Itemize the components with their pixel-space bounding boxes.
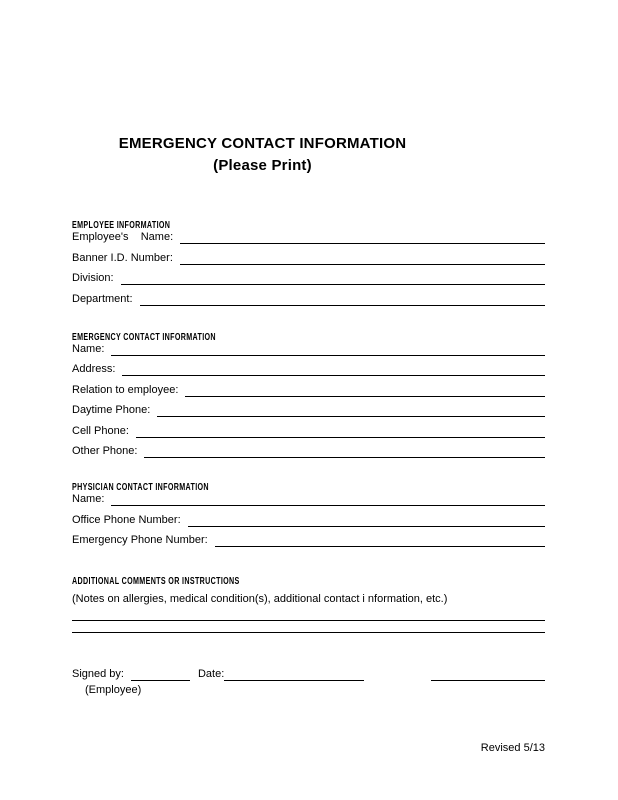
- emergency-contact-section-heading: EMERGENCY CONTACT INFORMATION: [72, 330, 216, 343]
- relation-label: Relation to employee:: [72, 383, 179, 396]
- field-row-relation: [72, 376, 545, 397]
- field-row-physician-name: [72, 494, 545, 506]
- comments-line-2[interactable]: [72, 621, 545, 633]
- field-row-address: [72, 356, 545, 377]
- field-row-daytime-phone: [72, 397, 545, 418]
- page-subtitle: (Please Print): [213, 157, 312, 174]
- field-row-office-phone: [72, 506, 545, 527]
- office-phone-line[interactable]: [188, 513, 545, 527]
- physician-name-label: Name:: [72, 493, 105, 505]
- revision-note: Revised 5/13: [480, 742, 545, 754]
- field-row-department: [72, 285, 545, 306]
- division-label: Division:: [72, 272, 114, 284]
- employee-caption: (Employee): [85, 684, 142, 696]
- field-row-emergency-phone: [72, 527, 545, 548]
- field-row-contact-name: [72, 344, 545, 356]
- field-row-division: [72, 265, 545, 286]
- relation-line[interactable]: [185, 383, 545, 397]
- physician-section-heading: PHYSICIAN CONTACT INFORMATION: [72, 481, 209, 493]
- department-line[interactable]: [140, 292, 545, 306]
- emergency-phone-line[interactable]: [215, 533, 545, 547]
- office-phone-label: Office Phone Number:: [72, 513, 181, 526]
- signature-row: [72, 667, 545, 681]
- employee-section-heading: EMPLOYEE INFORMATION: [72, 219, 171, 231]
- field-row-employee-name: [72, 232, 545, 244]
- contact-name-label: Name:: [72, 342, 105, 355]
- daytime-phone-line[interactable]: [157, 403, 545, 417]
- date-label: Date:: [197, 668, 225, 680]
- second-signature-line[interactable]: [431, 668, 545, 681]
- department-label: Department:: [72, 292, 133, 305]
- date-line[interactable]: [224, 668, 364, 681]
- address-label: Address:: [72, 363, 116, 375]
- page-title: EMERGENCY CONTACT INFORMATION: [118, 135, 407, 152]
- field-row-other-phone: [72, 438, 545, 459]
- form-content: [72, 0, 545, 755]
- employee-name-line[interactable]: [180, 230, 545, 244]
- cell-phone-line[interactable]: [136, 424, 545, 438]
- comments-note: (Notes on allergies, medical condition(s), additional contact i nformation, etc.): [72, 593, 448, 605]
- daytime-phone-label: Daytime Phone:: [72, 404, 151, 416]
- banner-id-line[interactable]: [180, 251, 545, 265]
- signed-by-line[interactable]: [131, 668, 190, 681]
- address-line[interactable]: [122, 362, 545, 376]
- banner-id-label: Banner I.D. Number:: [72, 251, 173, 264]
- other-phone-line[interactable]: [144, 444, 545, 458]
- physician-name-line[interactable]: [111, 492, 545, 506]
- comments-line-1[interactable]: [72, 607, 545, 621]
- other-phone-label: Other Phone:: [72, 445, 138, 457]
- emergency-phone-label: Emergency Phone Number:: [72, 534, 208, 546]
- field-row-banner-id: [72, 244, 545, 265]
- contact-name-line[interactable]: [111, 342, 545, 356]
- cell-phone-label: Cell Phone:: [72, 424, 129, 437]
- signed-by-label: Signed by:: [72, 668, 124, 680]
- comments-section-heading: ADDITIONAL COMMENTS OR INSTRUCTIONS: [72, 575, 240, 587]
- field-row-cell-phone: [72, 417, 545, 438]
- division-line[interactable]: [121, 271, 545, 285]
- employee-name-label: Employee's Name:: [72, 231, 174, 243]
